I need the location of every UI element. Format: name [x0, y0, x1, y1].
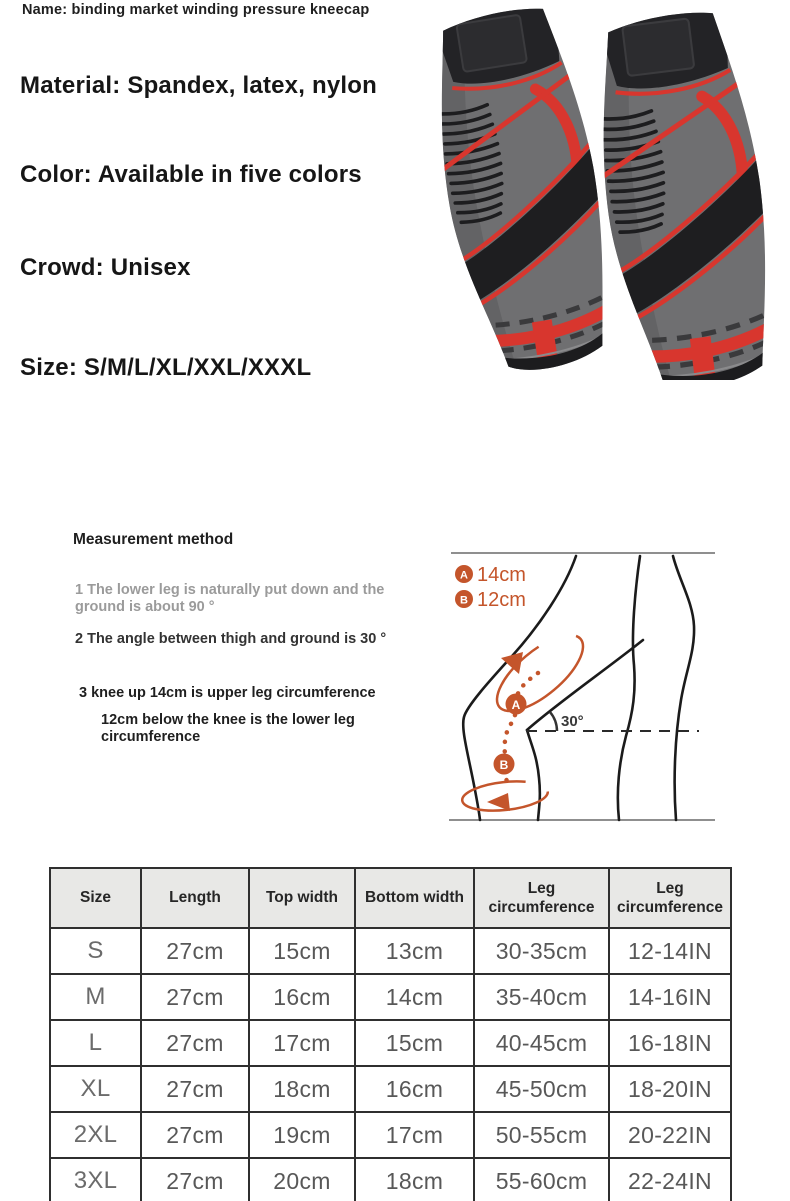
size-table-row	[50, 1066, 731, 1112]
size-table-row	[50, 1112, 731, 1158]
size-table-size-cell: M	[50, 974, 141, 1020]
size-table-value-cell: 14-16IN	[609, 974, 731, 1020]
size-table-value-cell: 14cm	[355, 974, 474, 1020]
measurement-step-1: 1 The lower leg is naturally put down and the ground is about 90 °	[75, 582, 385, 615]
legend-a-letter: A	[460, 569, 468, 582]
size-table-header-cell: Bottom width	[355, 868, 474, 928]
size-table-value-cell: 40-45cm	[474, 1020, 609, 1066]
size-table-value-cell: 18cm	[355, 1158, 474, 1201]
knee-brace-left	[440, 0, 632, 380]
size-table-header-cell: Leg circumference	[474, 868, 609, 928]
size-table-size-cell: 2XL	[50, 1112, 141, 1158]
size-table-value-cell: 20-22IN	[609, 1112, 731, 1158]
legend-b-letter: B	[460, 594, 468, 607]
size-table-value-cell: 27cm	[141, 1112, 249, 1158]
size-table-header-cell: Leg circumference	[609, 868, 731, 928]
size-table-value-cell: 17cm	[249, 1020, 355, 1066]
angle-label: 30°	[561, 713, 584, 730]
product-material-line: Material: Spandex, latex, nylon	[20, 72, 377, 99]
size-table-size-cell: S	[50, 928, 141, 974]
size-table-value-cell: 22-24IN	[609, 1158, 731, 1201]
size-table-head	[50, 868, 731, 928]
calf-arrowhead	[487, 793, 510, 811]
size-table-row	[50, 974, 731, 1020]
size-table-value-cell: 55-60cm	[474, 1158, 609, 1201]
size-table-value-cell: 27cm	[141, 974, 249, 1020]
size-table-value-cell: 16-18IN	[609, 1020, 731, 1066]
size-table-row	[50, 1020, 731, 1066]
size-table-row	[50, 1158, 731, 1201]
size-table-row	[50, 928, 731, 974]
size-table-header-cell: Size	[50, 868, 141, 928]
angle-arc	[550, 712, 557, 731]
point-b-letter: B	[499, 758, 509, 772]
size-table-size-cell: L	[50, 1020, 141, 1066]
size-table-value-cell: 35-40cm	[474, 974, 609, 1020]
point-a-letter: A	[511, 698, 521, 712]
size-table-value-cell: 15cm	[249, 928, 355, 974]
size-table-value-cell: 18cm	[249, 1066, 355, 1112]
size-table-value-cell: 15cm	[355, 1020, 474, 1066]
size-table-size-cell: 3XL	[50, 1158, 141, 1201]
size-table-body	[50, 928, 731, 1201]
size-table-value-cell: 45-50cm	[474, 1066, 609, 1112]
diagram-legend	[455, 564, 526, 611]
size-table-value-cell: 50-55cm	[474, 1112, 609, 1158]
size-table-header-cell: Top width	[249, 868, 355, 928]
measurement-step-2: 2 The angle between thigh and ground is 30 °	[75, 631, 387, 647]
measurement-step-3: 3 knee up 14cm is upper leg circumference	[79, 685, 376, 701]
legend-b-value: 12cm	[477, 589, 526, 611]
size-table-value-cell: 12-14IN	[609, 928, 731, 974]
product-color-line: Color: Available in five colors	[20, 161, 362, 188]
size-table-value-cell: 19cm	[249, 1112, 355, 1158]
size-table-value-cell: 18-20IN	[609, 1066, 731, 1112]
size-table-size-cell: XL	[50, 1066, 141, 1112]
size-table	[49, 867, 732, 1201]
size-table-value-cell: 27cm	[141, 1066, 249, 1112]
measurement-diagram	[443, 540, 790, 852]
measurement-step-3-sub: 12cm below the knee is the lower leg circumference	[101, 712, 355, 745]
legend-a-value: 14cm	[477, 564, 526, 586]
size-table-value-cell: 27cm	[141, 928, 249, 974]
product-photo-knee-braces	[440, 0, 790, 380]
size-table-value-cell: 20cm	[249, 1158, 355, 1201]
measurement-instructions	[73, 531, 433, 761]
product-size-line: Size: S/M/L/XL/XXL/XXXL	[20, 354, 312, 381]
product-name-line: Name: binding market winding pressure kneecap	[22, 2, 370, 18]
measurement-title: Measurement method	[73, 531, 234, 548]
size-table-value-cell: 30-35cm	[474, 928, 609, 974]
size-table-value-cell: 16cm	[249, 974, 355, 1020]
size-table-value-cell: 16cm	[355, 1066, 474, 1112]
product-crowd-line: Crowd: Unisex	[20, 254, 191, 281]
size-table-header-cell: Length	[141, 868, 249, 928]
size-table-value-cell: 17cm	[355, 1112, 474, 1158]
size-table-value-cell: 13cm	[355, 928, 474, 974]
size-table-value-cell: 27cm	[141, 1158, 249, 1201]
size-table-value-cell: 27cm	[141, 1020, 249, 1066]
knee-brace-right	[575, 1, 790, 380]
